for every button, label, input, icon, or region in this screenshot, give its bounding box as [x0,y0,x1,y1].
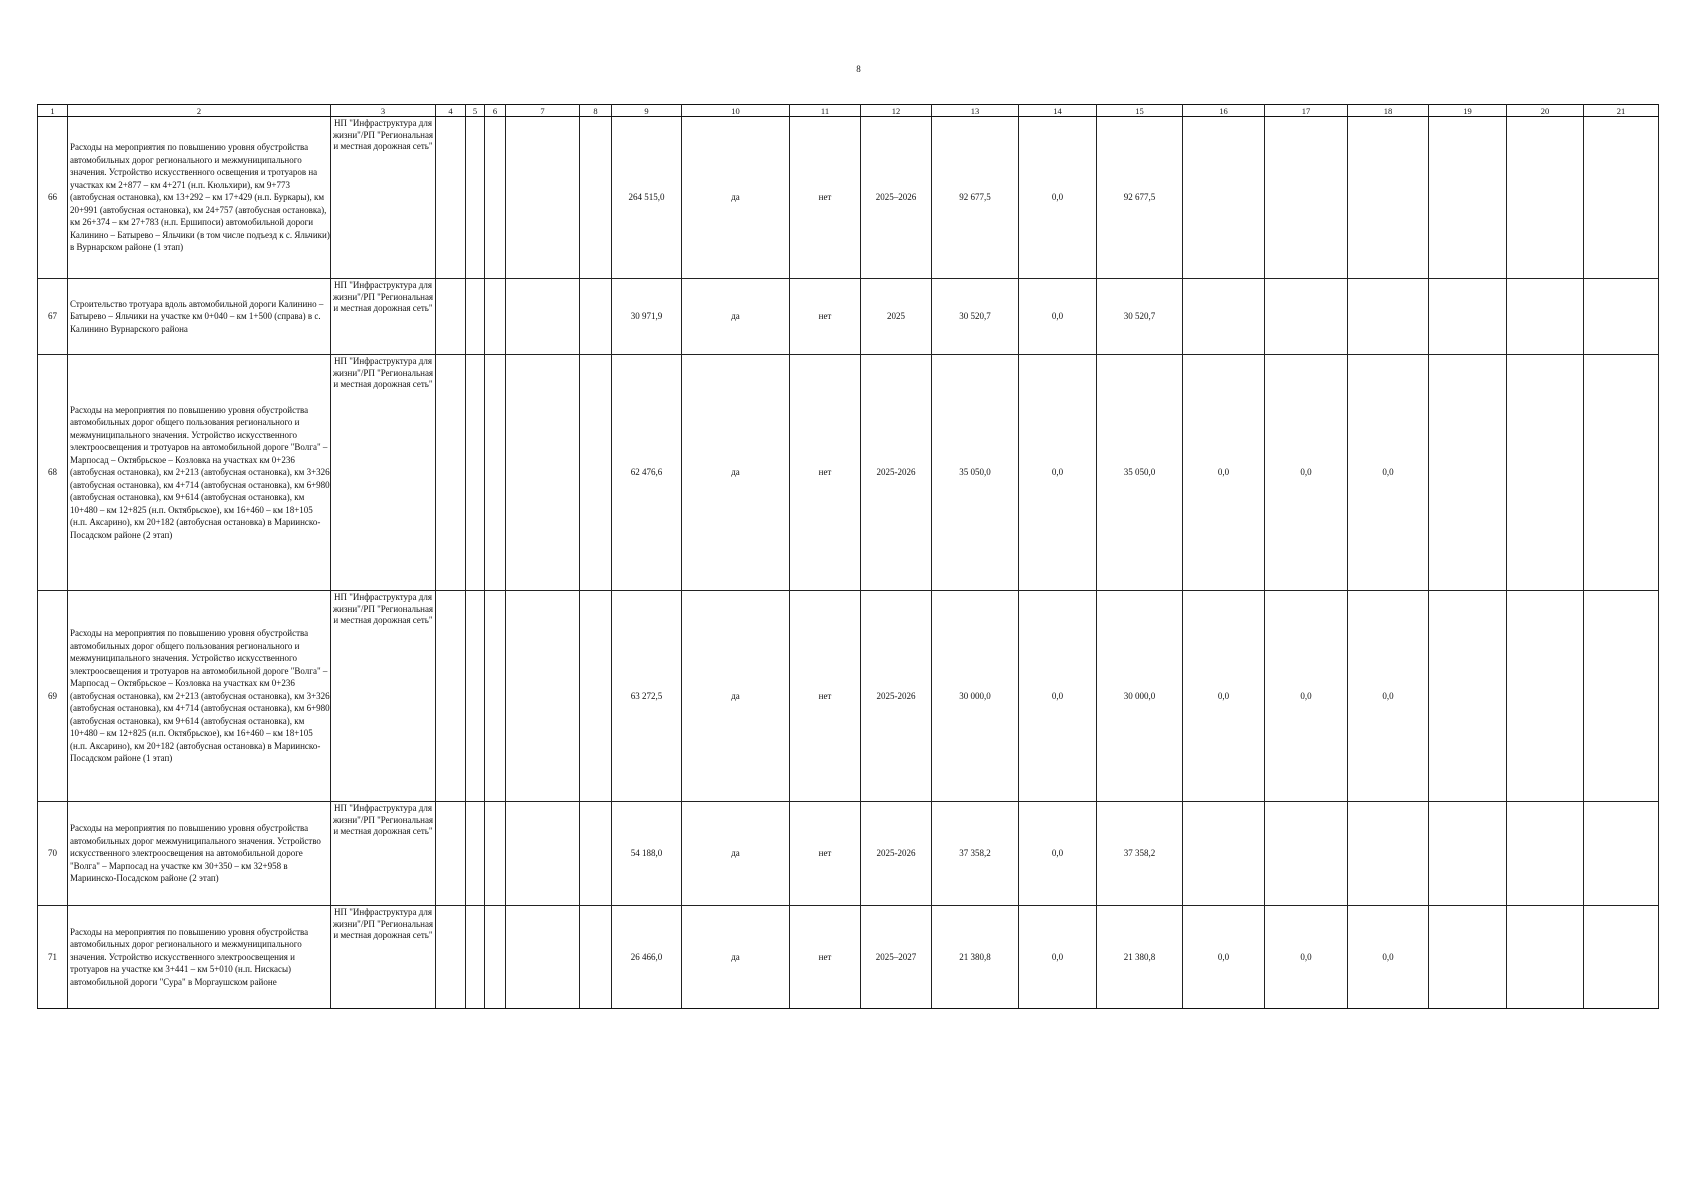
cell-col-19 [1429,802,1507,906]
table-row [38,279,1659,355]
cell-col-4 [436,355,466,591]
row-description: Расходы на мероприятия по повышению уровня обустройства автомобильных дорог регионального и межмуниципального значения. Устройство искусственного освещения и тротуаров на участках км 2+877 – км 4+271 (н.п. Кюльхири), км 9+773 (автобусная остановка), км 13+292 – км 17+429 (н.п. Буркары), км 20+991 (автобусная остановка), км 24+757 (автобусная остановка), км 26+374 – км 27+783 (н.п. Ершипоси) автомобильной дороги Калинино – Батырево – Яльчики (в том числе подъезд к с. Яльчики) в Вурнарском районе (1 этап) [68,117,331,279]
cell-col-14: 0,0 [1019,279,1097,355]
cell-col-16: 0,0 [1183,355,1265,591]
cell-col-14: 0,0 [1019,355,1097,591]
col-header-6: 6 [485,105,506,117]
row-executor: НП "Инфраструктура для жизни"/РП "Региональная и местная дорожная сеть" [331,906,436,1009]
cell-col-16: 0,0 [1183,906,1265,1009]
table-row [38,355,1659,591]
col-header-10: 10 [682,105,790,117]
cell-col-15: 30 000,0 [1097,591,1183,802]
row-number: 66 [38,117,68,279]
cell-col-20 [1507,279,1584,355]
cell-col-19 [1429,279,1507,355]
cell-col-7 [506,906,580,1009]
col-header-12: 12 [861,105,932,117]
row-executor: НП "Инфраструктура для жизни"/РП "Региональная и местная дорожная сеть" [331,355,436,591]
cell-col-4 [436,906,466,1009]
cell-col-17: 0,0 [1265,355,1348,591]
cell-col-6 [485,591,506,802]
cell-col-10: да [682,355,790,591]
cell-col-5 [466,802,485,906]
cell-col-14: 0,0 [1019,906,1097,1009]
cell-col-15: 30 520,7 [1097,279,1183,355]
cell-col-6 [485,117,506,279]
cell-col-19 [1429,355,1507,591]
cell-col-16 [1183,279,1265,355]
cell-col-10: да [682,117,790,279]
cell-col-11: нет [790,591,861,802]
cell-col-20 [1507,802,1584,906]
cell-col-7 [506,802,580,906]
cell-col-4 [436,802,466,906]
cell-col-6 [485,802,506,906]
cell-col-17 [1265,279,1348,355]
cell-col-10: да [682,279,790,355]
cell-col-11: нет [790,117,861,279]
cell-col-12: 2025 [861,279,932,355]
cell-col-8 [580,117,612,279]
cell-col-16 [1183,802,1265,906]
column-number-header [38,105,1659,117]
col-header-7: 7 [506,105,580,117]
cell-col-15: 35 050,0 [1097,355,1183,591]
row-number: 69 [38,591,68,802]
cell-col-11: нет [790,355,861,591]
cell-col-17 [1265,117,1348,279]
cell-col-18: 0,0 [1348,906,1429,1009]
col-header-14: 14 [1019,105,1097,117]
row-description: Расходы на мероприятия по повышению уровня обустройства автомобильных дорог общего пользования регионального и межмуниципального значения. Устройство искусственного электроосвещения и тротуаров на автомобильной дороге "Волга" – Марпосад – Октябрьское – Козловка на участках км 0+236 (автобусная остановка), км 2+213 (автобусная остановка), км 3+326 (автобусная остановка), км 4+714 (автобусная остановка), км 6+980 (автобусная остановка), км 9+614 (автобусная остановка), км 10+480 – км 12+825 (н.п. Октябрьское), км 16+460 – км 18+105 (н.п. Аксарино), км 20+182 (автобусная остановка) в Мариинско-Посадском районе (2 этап) [68,355,331,591]
cell-col-11: нет [790,906,861,1009]
col-header-3: 3 [331,105,436,117]
cell-col-17 [1265,802,1348,906]
cell-col-12: 2025–2027 [861,906,932,1009]
col-header-20: 20 [1507,105,1584,117]
col-header-2: 2 [68,105,331,117]
cell-col-12: 2025-2026 [861,802,932,906]
cell-col-16 [1183,117,1265,279]
page-number: 8 [856,64,861,74]
cell-col-8 [580,802,612,906]
cell-col-21 [1584,279,1659,355]
cell-col-15: 37 358,2 [1097,802,1183,906]
cell-col-4 [436,279,466,355]
cell-col-4 [436,117,466,279]
col-header-11: 11 [790,105,861,117]
col-header-5: 5 [466,105,485,117]
cell-col-7 [506,117,580,279]
cell-col-6 [485,279,506,355]
cell-col-5 [466,591,485,802]
cell-col-17: 0,0 [1265,591,1348,802]
row-number: 71 [38,906,68,1009]
table-row [38,591,1659,802]
cell-col-19 [1429,906,1507,1009]
cell-col-10: да [682,906,790,1009]
cell-col-9: 63 272,5 [612,591,682,802]
row-executor: НП "Инфраструктура для жизни"/РП "Региональная и местная дорожная сеть" [331,117,436,279]
col-header-16: 16 [1183,105,1265,117]
row-number: 67 [38,279,68,355]
cell-col-15: 92 677,5 [1097,117,1183,279]
program-table [37,104,1659,1009]
cell-col-9: 30 971,9 [612,279,682,355]
cell-col-11: нет [790,802,861,906]
cell-col-12: 2025-2026 [861,355,932,591]
cell-col-5 [466,117,485,279]
cell-col-21 [1584,117,1659,279]
cell-col-21 [1584,906,1659,1009]
row-executor: НП "Инфраструктура для жизни"/РП "Региональная и местная дорожная сеть" [331,279,436,355]
cell-col-13: 35 050,0 [932,355,1019,591]
cell-col-12: 2025-2026 [861,591,932,802]
cell-col-13: 30 520,7 [932,279,1019,355]
cell-col-19 [1429,117,1507,279]
col-header-1: 1 [38,105,68,117]
cell-col-8 [580,279,612,355]
cell-col-13: 30 000,0 [932,591,1019,802]
row-description: Расходы на мероприятия по повышению уровня обустройства автомобильных дорог межмуниципального значения. Устройство искусственного электроосвещения на автомобильной дороге "Волга" – Марпосад на участке км 30+350 – км 32+958 в Мариинско-Посадском районе (2 этап) [68,802,331,906]
cell-col-16: 0,0 [1183,591,1265,802]
cell-col-20 [1507,117,1584,279]
cell-col-18: 0,0 [1348,591,1429,802]
cell-col-6 [485,906,506,1009]
cell-col-13: 37 358,2 [932,802,1019,906]
cell-col-9: 26 466,0 [612,906,682,1009]
cell-col-8 [580,591,612,802]
cell-col-8 [580,906,612,1009]
col-header-13: 13 [932,105,1019,117]
cell-col-13: 92 677,5 [932,117,1019,279]
cell-col-8 [580,355,612,591]
cell-col-12: 2025–2026 [861,117,932,279]
row-executor: НП "Инфраструктура для жизни"/РП "Региональная и местная дорожная сеть" [331,802,436,906]
cell-col-5 [466,355,485,591]
cell-col-7 [506,279,580,355]
cell-col-21 [1584,802,1659,906]
cell-col-18: 0,0 [1348,355,1429,591]
col-header-4: 4 [436,105,466,117]
cell-col-9: 54 188,0 [612,802,682,906]
cell-col-14: 0,0 [1019,591,1097,802]
cell-col-20 [1507,591,1584,802]
row-number: 68 [38,355,68,591]
cell-col-21 [1584,591,1659,802]
cell-col-14: 0,0 [1019,802,1097,906]
cell-col-4 [436,591,466,802]
cell-col-15: 21 380,8 [1097,906,1183,1009]
col-header-9: 9 [612,105,682,117]
table-row [38,117,1659,279]
cell-col-7 [506,591,580,802]
cell-col-6 [485,355,506,591]
cell-col-20 [1507,906,1584,1009]
cell-col-14: 0,0 [1019,117,1097,279]
cell-col-18 [1348,117,1429,279]
cell-col-9: 62 476,6 [612,355,682,591]
col-header-21: 21 [1584,105,1659,117]
cell-col-21 [1584,355,1659,591]
cell-col-9: 264 515,0 [612,117,682,279]
cell-col-20 [1507,355,1584,591]
row-description: Расходы на мероприятия по повышению уровня обустройства автомобильных дорог регионального и межмуниципального значения. Устройство искусственного электроосвещения и тротуаров на участке км 3+441 – км 5+010 (н.п. Нискасы) автомобильной дороги "Сура" в Моргаушском районе [68,906,331,1009]
table-row [38,906,1659,1009]
cell-col-7 [506,355,580,591]
row-number: 70 [38,802,68,906]
cell-col-19 [1429,591,1507,802]
cell-col-5 [466,279,485,355]
cell-col-10: да [682,591,790,802]
row-executor: НП "Инфраструктура для жизни"/РП "Региональная и местная дорожная сеть" [331,591,436,802]
col-header-17: 17 [1265,105,1348,117]
cell-col-18 [1348,279,1429,355]
col-header-18: 18 [1348,105,1429,117]
col-header-8: 8 [580,105,612,117]
cell-col-11: нет [790,279,861,355]
table-row [38,802,1659,906]
cell-col-18 [1348,802,1429,906]
cell-col-13: 21 380,8 [932,906,1019,1009]
col-header-15: 15 [1097,105,1183,117]
cell-col-17: 0,0 [1265,906,1348,1009]
col-header-19: 19 [1429,105,1507,117]
row-description: Расходы на мероприятия по повышению уровня обустройства автомобильных дорог общего пользования регионального и межмуниципального значения. Устройство искусственного электроосвещения и тротуаров на автомобильной дороге "Волга" – Марпосад – Октябрьское – Козловка на участках км 0+236 (автобусная остановка), км 2+213 (автобусная остановка), км 3+326 (автобусная остановка), км 4+714 (автобусная остановка), км 6+980 (автобусная остановка), км 9+614 (автобусная остановка), км 10+480 – км 12+825 (н.п. Октябрьское), км 16+460 – км 18+105 (н.п. Аксарино), км 20+182 (автобусная остановка) в Мариинско-Посадском районе (1 этап) [68,591,331,802]
cell-col-10: да [682,802,790,906]
cell-col-5 [466,906,485,1009]
row-description: Строительство тротуара вдоль автомобильной дороги Калинино – Батырево – Яльчики на участке км 0+040 – км 1+500 (справа) в с. Калинино Вурнарского района [68,279,331,355]
